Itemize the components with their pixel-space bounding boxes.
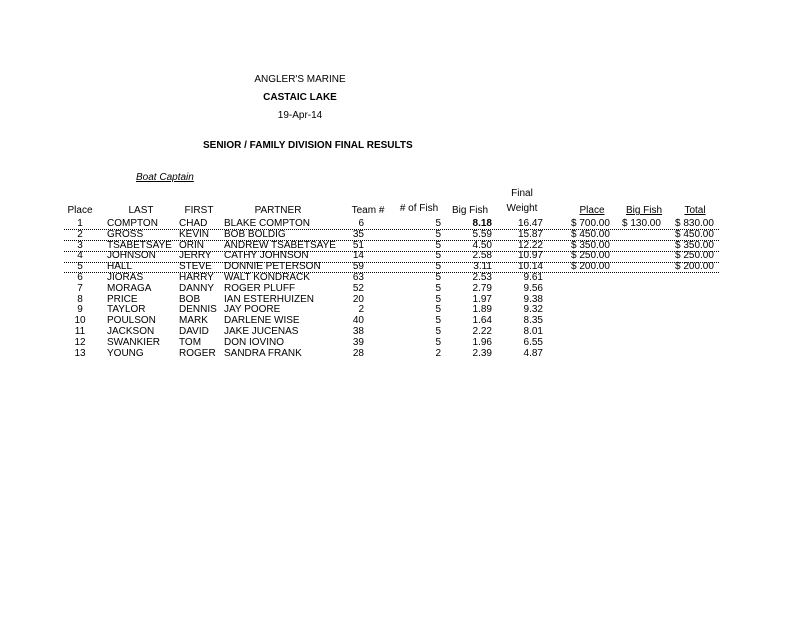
cell-prize-place: $ 350.00: [571, 239, 610, 251]
cell-last: JIORAS: [107, 272, 144, 283]
cell-first: BOB: [179, 293, 201, 305]
table-row: [0, 284, 800, 295]
cell-big-fish: 5.59: [472, 228, 492, 240]
cell-place: 1: [77, 218, 83, 229]
cell-big-fish: 1.64: [472, 315, 492, 327]
cell-prize-place: $ 700.00: [571, 218, 610, 229]
cell-num-fish: 5: [435, 336, 441, 348]
cell-last: TSABETSAYE: [107, 239, 172, 251]
cell-first: DENNIS: [179, 304, 217, 316]
cell-last: SWANKIER: [107, 336, 160, 348]
cell-team: 35: [352, 228, 364, 240]
cell-first: DANNY: [179, 282, 215, 294]
col-header-team: Team #: [351, 205, 385, 216]
cell-num-fish: 5: [435, 282, 441, 294]
cell-final-weight: 8.35: [523, 315, 543, 327]
cell-last: JACKSON: [107, 326, 155, 337]
cell-place: 13: [74, 347, 86, 359]
cell-place: 5: [77, 261, 83, 273]
section-label: Boat Captain: [136, 172, 194, 183]
cell-place: 10: [74, 315, 86, 327]
cell-num-fish: 5: [435, 272, 441, 283]
cell-first: TOM: [179, 336, 202, 348]
cell-first: JERRY: [179, 250, 212, 262]
col-header-last: LAST: [128, 205, 154, 216]
cell-last: TAYLOR: [107, 304, 146, 316]
col-header-prize-big-fish: Big Fish: [625, 205, 663, 216]
cell-team: 51: [352, 239, 364, 251]
cell-prize-total: $ 450.00: [675, 228, 714, 240]
organization-name: ANGLER'S MARINE: [254, 74, 346, 85]
cell-big-fish: 2.22: [472, 326, 492, 337]
cell-first: DAVID: [179, 326, 209, 337]
cell-num-fish: 5: [435, 250, 441, 262]
col-header-first: FIRST: [184, 205, 214, 216]
cell-num-fish: 5: [435, 326, 441, 337]
cell-team: 20: [352, 293, 364, 305]
cell-num-fish: 5: [435, 228, 441, 240]
cell-final-weight: 10.14: [517, 261, 543, 273]
cell-partner: JAY POORE: [224, 304, 281, 316]
cell-final-weight: 10.97: [517, 250, 543, 262]
cell-team: 14: [352, 250, 364, 262]
cell-first: ORIN: [179, 239, 204, 251]
cell-team: 40: [352, 315, 364, 327]
cell-num-fish: 5: [435, 261, 441, 273]
cell-last: POULSON: [107, 315, 156, 327]
venue-name: CASTAIC LAKE: [263, 92, 337, 103]
cell-final-weight: 16.47: [517, 218, 543, 229]
cell-final-weight: 4.87: [523, 347, 543, 359]
cell-place: 12: [74, 336, 86, 348]
col-header-big-fish: Big Fish: [451, 205, 489, 216]
report-title: SENIOR / FAMILY DIVISION FINAL RESULTS: [203, 140, 413, 151]
cell-final-weight: 9.32: [523, 304, 543, 316]
cell-num-fish: 2: [435, 347, 441, 359]
cell-place: 8: [77, 293, 83, 305]
cell-partner: DONNIE PETERSON: [224, 261, 321, 273]
table-row: [0, 230, 800, 241]
cell-final-weight: 9.61: [523, 272, 543, 283]
cell-partner: JAKE JUCENAS: [224, 326, 299, 337]
cell-big-fish: 2.79: [472, 282, 492, 294]
cell-last: YOUNG: [107, 347, 144, 359]
cell-num-fish: 5: [435, 239, 441, 251]
cell-place: 3: [77, 239, 83, 251]
col-header-prize-place: Place: [579, 205, 605, 216]
cell-big-fish: 2.58: [472, 250, 492, 262]
cell-first: KEVIN: [179, 228, 210, 240]
cell-last: PRICE: [107, 293, 138, 305]
cell-last: GROSS: [107, 228, 144, 240]
cell-final-weight: 6.55: [523, 336, 543, 348]
col-header-place: Place: [67, 205, 93, 216]
cell-final-weight: 12.22: [517, 239, 543, 251]
cell-big-fish: 3.11: [473, 261, 492, 273]
cell-first: HARRY: [179, 272, 214, 283]
table-row: [0, 338, 800, 349]
cell-big-fish: 2.53: [472, 272, 492, 283]
cell-partner: DON IOVINO: [224, 336, 285, 348]
cell-team: 2: [358, 304, 364, 316]
cell-final-weight: 9.56: [523, 282, 543, 294]
cell-final-weight: 15.87: [517, 228, 543, 240]
cell-big-fish: 2.39: [472, 347, 492, 359]
cell-final-weight: 8.01: [523, 326, 543, 337]
cell-place: 6: [77, 272, 83, 283]
cell-last: JOHNSON: [107, 250, 156, 262]
cell-team: 52: [352, 282, 364, 294]
cell-partner: SANDRA FRANK: [224, 347, 302, 359]
cell-final-weight: 9.38: [523, 293, 543, 305]
cell-prize-place: $ 450.00: [571, 228, 610, 240]
cell-team: 39: [352, 336, 364, 348]
cell-prize-place: $ 200.00: [571, 261, 610, 273]
cell-big-fish: 8.18: [472, 218, 492, 229]
event-date: 19-Apr-14: [277, 110, 323, 121]
cell-prize-total: $ 250.00: [675, 250, 714, 262]
cell-team: 63: [352, 272, 364, 283]
cell-place: 7: [77, 282, 83, 294]
cell-first: CHAD: [179, 218, 208, 229]
cell-prize-big-fish: $ 130.00: [622, 218, 661, 229]
cell-place: 9: [77, 304, 83, 316]
col-header-prize-total: Total: [684, 205, 706, 216]
cell-first: STEVE: [179, 261, 212, 273]
cell-num-fish: 5: [435, 293, 441, 305]
cell-team: 28: [352, 347, 364, 359]
cell-num-fish: 5: [435, 218, 441, 229]
col-header-final-weight-line2: Weight: [506, 203, 538, 214]
cell-first: ROGER: [179, 347, 216, 359]
col-header-num-fish: # of Fish: [399, 203, 439, 214]
cell-place: 11: [74, 326, 86, 337]
table-row: [0, 349, 800, 360]
cell-prize-total: $ 200.00: [675, 261, 714, 273]
cell-partner: ANDREW TSABETSAYE: [224, 239, 336, 251]
cell-last: HALL: [107, 261, 133, 273]
cell-partner: BLAKE COMPTON: [224, 218, 310, 229]
cell-partner: IAN ESTERHUIZEN: [224, 293, 315, 305]
cell-partner: WALT KONDRACK: [224, 272, 310, 283]
cell-prize-total: $ 830.00: [675, 218, 714, 229]
cell-place: 4: [77, 250, 83, 262]
cell-prize-place: $ 250.00: [571, 250, 610, 262]
cell-num-fish: 5: [435, 315, 441, 327]
cell-partner: BOB BOLDIG: [224, 228, 286, 240]
cell-partner: CATHY JOHNSON: [224, 250, 309, 262]
cell-prize-total: $ 350.00: [675, 239, 714, 251]
cell-big-fish: 1.97: [472, 293, 492, 305]
cell-num-fish: 5: [435, 304, 441, 316]
cell-big-fish: 1.89: [472, 304, 492, 316]
cell-big-fish: 4.50: [472, 239, 492, 251]
cell-team: 6: [358, 218, 364, 229]
col-header-final-weight-line1: Final: [511, 188, 533, 199]
col-header-partner: PARTNER: [254, 205, 302, 216]
cell-last: MORAGA: [107, 282, 152, 294]
cell-big-fish: 1.96: [472, 336, 492, 348]
cell-last: COMPTON: [107, 218, 158, 229]
cell-team: 59: [352, 261, 364, 273]
cell-partner: DARLENE WISE: [224, 315, 300, 327]
cell-place: 2: [77, 228, 83, 240]
cell-team: 38: [352, 326, 364, 337]
cell-partner: ROGER PLUFF: [224, 282, 296, 294]
cell-first: MARK: [179, 315, 208, 327]
